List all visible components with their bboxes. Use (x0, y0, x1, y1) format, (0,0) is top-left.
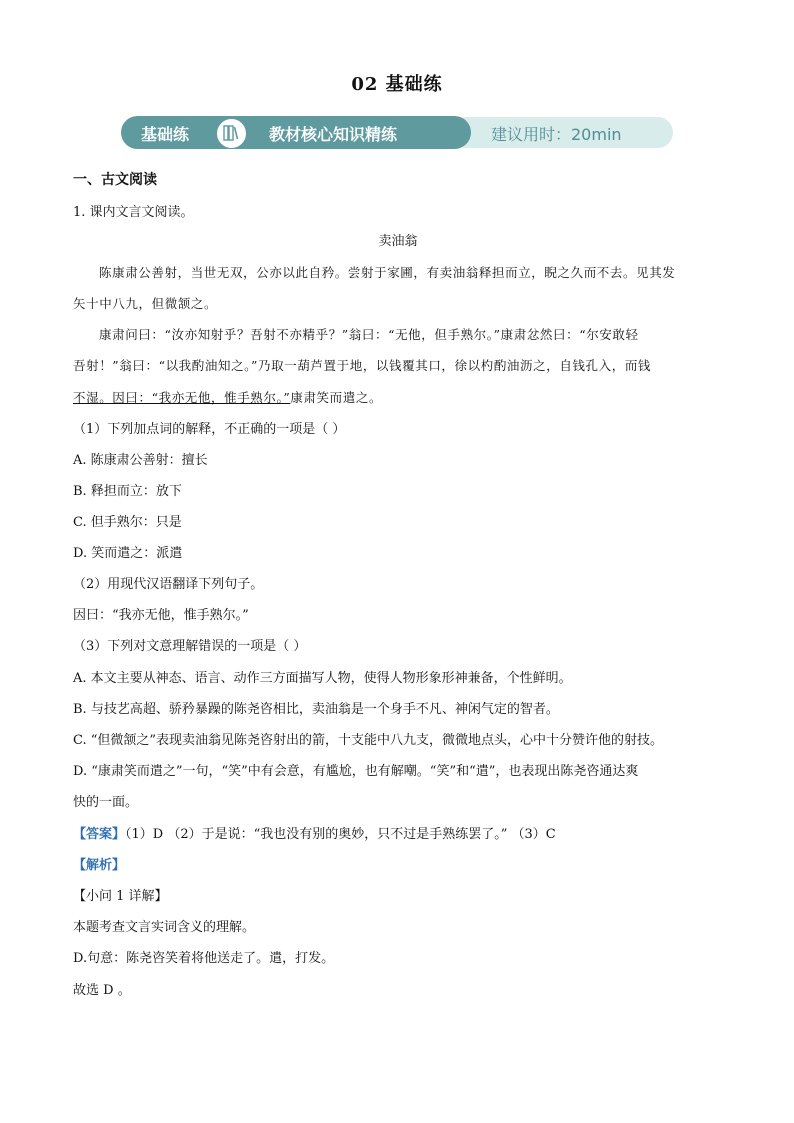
answer-text: （1）D （2）于是说：“我也没有别的奥妙，只不过是手熟练罢了。” （3）C (125, 827, 556, 842)
q3-option-d-cont: 快的一面。 (73, 795, 139, 810)
analysis-label: 【解析】 (73, 858, 126, 873)
passage-line: 矢十中八九，但微颔之。 (73, 296, 218, 311)
analysis-subheading: 【小问 1 详解】 (73, 889, 168, 904)
answer-label: 【答案】 (73, 827, 126, 842)
passage-title: 卖油翁 (378, 234, 418, 249)
q3-option-d: D. “康肃笑而遣之”一句，“笑”中有会意，有尴尬，也有解嘲。“笑”和“遣”，也表现出陈尧咨通达爽 (73, 764, 639, 779)
q1-option-b: B. 释担而立：放下 (73, 484, 182, 499)
question-intro: 1. 课内文言文阅读。 (73, 205, 194, 220)
q3-stem: （3）下列对文意理解错误的一项是（ ） (73, 639, 307, 654)
q2-stem: （2）用现代汉语翻译下列句子。 (73, 577, 264, 592)
underlined-sentence: 不湿。因曰：“我亦无他，惟手熟尔。” (73, 390, 291, 405)
passage-line (73, 388, 382, 408)
q2-sentence: 因曰：“我亦无他，惟手熟尔。” (73, 608, 249, 623)
passage-line-rest: 康肃笑而遣之。 (290, 390, 383, 405)
passage-line: 吾射！”翁曰：“以我酌油知之。”乃取一葫芦置于地，以钱覆其口，徐以杓酌油沥之，自钱孔入，而钱 (73, 358, 652, 373)
passage-line: 陈康肃公善射，当世无双，公亦以此自矜。尝射于家圃，有卖油翁释担而立，睨之久而不去。见其发 (99, 265, 676, 280)
q1-option-d: D. 笑而遣之：派遣 (73, 546, 183, 561)
q3-option-b: B. 与技艺高超、骄矜暴躁的陈尧咨相比，卖油翁是一个身手不凡、神闲气定的智者。 (73, 702, 559, 717)
analysis-line: D.句意：陈尧咨笑着将他送走了。遣，打发。 (73, 951, 335, 966)
banner-middle-label: 教材核心知识精练 (269, 125, 398, 144)
analysis-line: 故选 D 。 (73, 983, 131, 998)
q1-stem: （1）下列加点词的解释，不正确的一项是（ ） (73, 422, 346, 437)
passage-line: 康肃问曰：“汝亦知射乎？吾射不亦精乎？”翁曰：“无他，但手熟尔。”康肃忿然曰：“尔安敢轻 (99, 327, 639, 342)
q3-option-a: A. 本文主要从神态、语言、动作三方面描写人物，使得人物形象形神兼备，个性鲜明。 (73, 671, 572, 686)
page-title: 02 基础练 (351, 74, 443, 95)
q1-option-a: A. 陈康肃公善射：擅长 (73, 453, 208, 468)
book-icon (216, 118, 247, 149)
banner-time-label: 建议用时：20min (491, 125, 622, 144)
section-banner (121, 116, 673, 149)
q3-option-c: C. “但微颔之”表现卖油翁见陈尧咨射出的箭，十支能中八九支，微微地点头，心中十分赞许他的射技。 (73, 733, 664, 748)
analysis-line: 本题考查文言实词含义的理解。 (73, 920, 256, 935)
q1-option-c: C. 但手熟尔：只是 (73, 515, 182, 530)
section-heading: 一、古文阅读 (73, 172, 157, 188)
banner-left-label: 基础练 (141, 125, 190, 144)
answer-line (73, 825, 556, 845)
